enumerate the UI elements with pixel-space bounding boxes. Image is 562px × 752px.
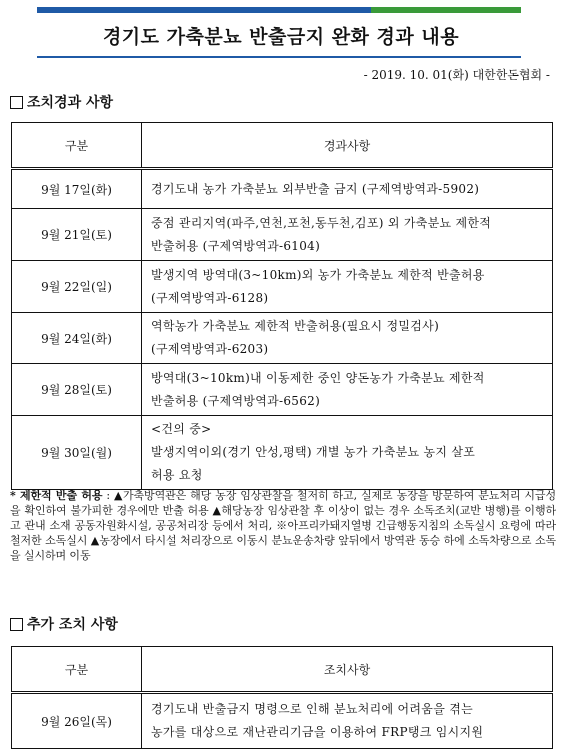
section-heading-label: 조치경과 사항 bbox=[27, 95, 114, 111]
document-date-author: - 2019. 10. 01(화) 대한한돈협회 - bbox=[363, 68, 550, 82]
table-row bbox=[12, 261, 553, 313]
table-row bbox=[12, 169, 553, 209]
row-description: 발생지역 방역대(3~10km)외 농가 가축분뇨 제한적 반출허용 (구제역방역과-6128) bbox=[142, 261, 553, 313]
document-title: 경기도 가축분뇨 반출금지 완화 경과 내용 bbox=[102, 26, 460, 48]
row-description: 중점 관리지역(파주,연천,포천,동두천,김포) 외 가축분뇨 제한적 반출허용 (구제역방역과-6104) bbox=[142, 209, 553, 261]
progress-table bbox=[11, 122, 553, 490]
table-row bbox=[12, 693, 553, 749]
note-text: : ▲가축방역관은 해당 농장 임상관찰을 철저히 하고, 실제로 농장을 방문하여 분뇨처리 시급성을 확인하여 불가피한 경우에만 반출 허용 ▲해당농장 임상관찰 후 이상이 없는 경우 소독조치(교반 병행)를 이행하고 관내 소재 공동자원화시설, 공공처리장 등에서 처리, ※아프리카돼지열병 긴급행동지침의 소독실시 요령에 따라 철저한 소독실시 ▲농장에서 타시설 처리장으로 이동시 분뇨운송차량 앞뒤에서 방역관 동승 하에 소독차량으로 소독을 실시하며 이동 bbox=[10, 489, 556, 562]
row-description: <건의 중> 발생지역이외(경기 안성,평택) 개별 농가 가축분뇨 농지 살포 허용 요청 bbox=[142, 416, 553, 490]
column-header: 경과사항 bbox=[142, 123, 553, 169]
title-underline bbox=[37, 56, 521, 58]
header-bar-green bbox=[371, 7, 521, 13]
section-heading-progress bbox=[10, 92, 113, 112]
header-color-bar bbox=[37, 7, 521, 13]
header-bar-blue bbox=[37, 7, 371, 13]
row-date: 9월 22일(일) bbox=[12, 261, 142, 313]
row-description: 경기도내 반출금지 명령으로 인해 분뇨처리에 어려움을 겪는 농가를 대상으로 재난관리기금을 이용하여 FRP탱크 임시지원 bbox=[142, 693, 553, 749]
row-description: 방역대(3~10km)내 이동제한 중인 양돈농가 가축분뇨 제한적 반출허용 (구제역방역과-6562) bbox=[142, 364, 553, 416]
table-row bbox=[12, 209, 553, 261]
additional-actions-table bbox=[11, 646, 553, 749]
row-date: 9월 21일(토) bbox=[12, 209, 142, 261]
checkbox-square-icon bbox=[10, 96, 23, 109]
note-label: * 제한적 반출 허용 bbox=[10, 489, 103, 502]
row-date: 9월 24일(화) bbox=[12, 313, 142, 364]
column-header: 조치사항 bbox=[142, 647, 553, 693]
row-date: 9월 30일(월) bbox=[12, 416, 142, 490]
table-row bbox=[12, 364, 553, 416]
section-heading-additional bbox=[10, 614, 118, 634]
table-header-row bbox=[12, 647, 553, 693]
row-date: 9월 17일(화) bbox=[12, 169, 142, 209]
table-header-row bbox=[12, 123, 553, 169]
restriction-note bbox=[10, 488, 556, 563]
table-row bbox=[12, 416, 553, 490]
table-row bbox=[12, 313, 553, 364]
row-description: 역학농가 가축분뇨 제한적 반출허용(필요시 정밀검사) (구제역방역과-6203) bbox=[142, 313, 553, 364]
column-header: 구분 bbox=[12, 647, 142, 693]
checkbox-square-icon bbox=[10, 618, 23, 631]
column-header: 구분 bbox=[12, 123, 142, 169]
row-description: 경기도내 농가 가축분뇨 외부반출 금지 (구제역방역과-5902) bbox=[142, 169, 553, 209]
section-heading-label: 추가 조치 사항 bbox=[27, 617, 118, 633]
row-date: 9월 26일(목) bbox=[12, 693, 142, 749]
row-date: 9월 28일(토) bbox=[12, 364, 142, 416]
